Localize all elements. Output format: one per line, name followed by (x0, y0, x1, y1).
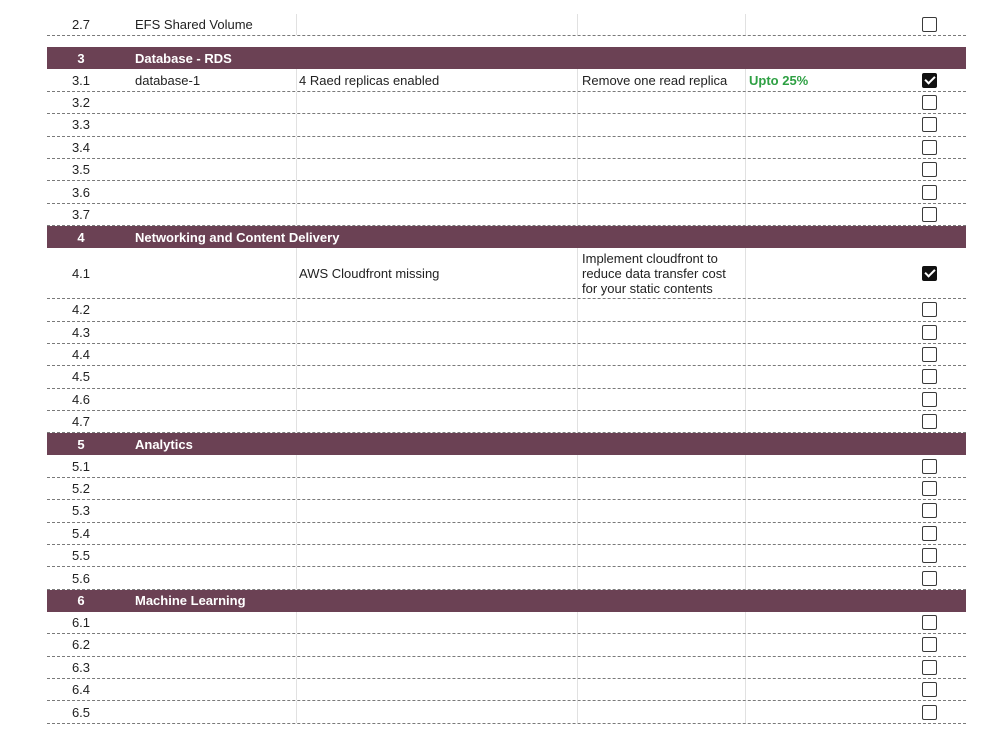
savings-text (749, 612, 899, 633)
savings-text (749, 455, 899, 476)
resource-name (135, 322, 295, 343)
checkbox[interactable] (922, 526, 937, 541)
savings-text (749, 344, 899, 365)
recommendation-text (582, 455, 742, 476)
row-checkbox-cell (920, 411, 938, 432)
table-row (47, 567, 966, 589)
recommendation-text (582, 500, 742, 521)
checkbox[interactable] (922, 140, 937, 155)
row-number: 3.1 (71, 72, 91, 88)
row-checkbox-cell (920, 181, 938, 202)
issue-text: AWS Cloudfront missing (299, 265, 440, 281)
table-row (47, 455, 966, 477)
table-row (47, 69, 966, 91)
row-checkbox-cell (920, 478, 938, 499)
row-checkbox-cell (920, 523, 938, 544)
savings-text (749, 159, 899, 180)
recommendation-text (582, 679, 742, 700)
savings-text (749, 657, 899, 678)
resource-name (135, 248, 295, 298)
savings-text (749, 478, 899, 499)
table-row (47, 14, 966, 36)
table-row (47, 344, 966, 366)
section-number: 6 (77, 593, 85, 609)
row-checkbox-cell (920, 299, 938, 320)
row-checkbox-cell (920, 455, 938, 476)
section-title: Analytics (135, 436, 193, 452)
row-checkbox-cell (920, 92, 938, 113)
table-row (47, 181, 966, 203)
row-number: 3.6 (71, 184, 91, 200)
table-row (47, 299, 966, 321)
resource-name (135, 204, 295, 225)
resource-name: database-1 (135, 72, 201, 88)
row-checkbox-cell (920, 567, 938, 588)
checkbox[interactable] (922, 347, 937, 362)
table-row (47, 204, 966, 226)
table-row (47, 478, 966, 500)
resource-name (135, 366, 295, 387)
checkbox[interactable] (922, 185, 937, 200)
row-checkbox-cell (920, 366, 938, 387)
resource-name (135, 701, 295, 722)
row-number: 6.1 (71, 615, 91, 630)
recommendation-text (582, 181, 742, 202)
row-checkbox-cell (920, 634, 938, 655)
row-number: 6.4 (71, 682, 91, 698)
resource-name (135, 389, 295, 410)
checkbox[interactable] (922, 17, 937, 32)
row-number: 6.5 (71, 704, 91, 720)
section-header (47, 590, 966, 612)
resource-name (135, 344, 295, 365)
recommendation-text (582, 92, 742, 113)
resource-name (135, 478, 295, 499)
savings-text (749, 411, 899, 432)
checkbox[interactable] (922, 302, 937, 317)
row-number: 2.7 (71, 17, 91, 33)
checkbox[interactable] (922, 637, 937, 652)
resource-name (135, 612, 295, 633)
savings-text (749, 679, 899, 700)
table-row (47, 500, 966, 522)
row-number: 4.3 (71, 324, 91, 340)
resource-name (135, 545, 295, 566)
checkbox[interactable] (922, 660, 937, 675)
savings-text (749, 389, 899, 410)
table-row (47, 701, 966, 723)
section-header (47, 47, 966, 69)
row-number: 5.6 (71, 570, 91, 586)
row-number: 4.1 (71, 265, 91, 281)
section-number: 5 (77, 436, 85, 452)
checkbox[interactable] (922, 369, 937, 384)
row-number: 3.4 (71, 139, 91, 155)
table-row (47, 159, 966, 181)
resource-name (135, 114, 295, 135)
row-number: 4.4 (71, 347, 91, 363)
row-number: 3.5 (71, 162, 91, 178)
issue-text (299, 478, 575, 499)
resource-name (135, 92, 295, 113)
section-number: 4 (77, 229, 85, 245)
checkbox[interactable] (922, 682, 937, 697)
row-number: 3.7 (71, 206, 91, 222)
recommendation-text (582, 411, 742, 432)
issue-text (299, 299, 575, 320)
issue-text (299, 455, 575, 476)
issue-text (299, 612, 575, 633)
issue-text (299, 366, 575, 387)
savings-text (749, 204, 899, 225)
resource-name: EFS Shared Volume (135, 17, 253, 33)
checkbox[interactable] (922, 95, 937, 110)
table-row (47, 137, 966, 159)
row-number: 5.5 (71, 548, 91, 564)
table-row (47, 679, 966, 701)
savings-text (749, 500, 899, 521)
resource-name (135, 523, 295, 544)
checkbox[interactable] (922, 548, 937, 563)
recommendation-text (582, 389, 742, 410)
savings-text (749, 366, 899, 387)
row-number: 4.2 (71, 302, 91, 318)
recommendation-text (582, 523, 742, 544)
checkbox[interactable] (922, 481, 937, 496)
table-row (47, 411, 966, 433)
row-checkbox-cell (920, 159, 938, 180)
savings-text: Upto 25% (749, 72, 809, 88)
recommendation-text: Remove one read replica (582, 72, 728, 88)
section-title: Machine Learning (135, 593, 246, 609)
row-number: 3.2 (71, 94, 91, 110)
table-row (47, 322, 966, 344)
resource-name (135, 657, 295, 678)
section-title: Networking and Content Delivery (135, 229, 340, 245)
savings-text (749, 634, 899, 655)
recommendation-text (582, 478, 742, 499)
savings-text (749, 701, 899, 722)
resource-name (135, 500, 295, 521)
savings-text (749, 545, 899, 566)
recommendation-text (582, 322, 742, 343)
issue-text (299, 679, 575, 700)
row-checkbox-cell (920, 248, 938, 298)
issue-text (299, 322, 575, 343)
section-header (47, 226, 966, 248)
recommendation-text (582, 204, 742, 225)
checkbox[interactable] (922, 615, 937, 630)
resource-name (135, 455, 295, 476)
section-gap (47, 36, 966, 47)
resource-name (135, 411, 295, 432)
issue-text (299, 181, 575, 202)
section-number: 3 (77, 50, 85, 66)
row-number: 5.3 (71, 503, 91, 519)
row-checkbox-cell (920, 545, 938, 566)
issue-text (299, 344, 575, 365)
row-number: 5.1 (71, 458, 91, 474)
recommendation-text (582, 159, 742, 180)
row-number: 3.3 (71, 117, 91, 133)
table-row (47, 366, 966, 388)
recommendation-text (582, 701, 742, 722)
savings-text (749, 299, 899, 320)
issue-text (299, 523, 575, 544)
checkbox[interactable] (922, 503, 937, 518)
savings-text (749, 137, 899, 158)
row-number: 4.7 (71, 414, 91, 430)
row-number: 5.4 (71, 525, 91, 541)
row-checkbox-cell (920, 344, 938, 365)
savings-text (749, 248, 899, 298)
issue-text (299, 14, 575, 35)
checked-checkbox[interactable] (922, 266, 937, 281)
row-checkbox-cell (920, 389, 938, 410)
checkbox[interactable] (922, 162, 937, 177)
issue-text (299, 159, 575, 180)
row-checkbox-cell (920, 114, 938, 135)
row-checkbox-cell (920, 14, 938, 35)
checkbox[interactable] (922, 459, 937, 474)
section-header (47, 433, 966, 455)
savings-text (749, 181, 899, 202)
recommendation-text (582, 344, 742, 365)
table-row (47, 634, 966, 656)
issue-text (299, 500, 575, 521)
section-title: Database - RDS (135, 50, 232, 66)
checkbox[interactable] (922, 571, 937, 586)
savings-text (749, 567, 899, 588)
savings-text (749, 14, 899, 35)
recommendation-text (582, 567, 742, 588)
table-row (47, 657, 966, 679)
checkbox[interactable] (922, 325, 937, 340)
issue-text (299, 114, 575, 135)
issue-text (299, 411, 575, 432)
row-checkbox-cell (920, 322, 938, 343)
savings-text (749, 523, 899, 544)
resource-name (135, 299, 295, 320)
resource-name (135, 634, 295, 655)
resource-name (135, 181, 295, 202)
row-checkbox-cell (920, 657, 938, 678)
issue-text (299, 204, 575, 225)
row-number: 4.6 (71, 391, 91, 407)
table-row (47, 248, 966, 299)
row-checkbox-cell (920, 701, 938, 722)
table-row (47, 545, 966, 567)
issue-text (299, 137, 575, 158)
checkbox[interactable] (922, 207, 937, 222)
issue-text (299, 657, 575, 678)
resource-name (135, 679, 295, 700)
savings-text (749, 114, 899, 135)
savings-text (749, 92, 899, 113)
checked-checkbox[interactable] (922, 73, 937, 88)
row-checkbox-cell (920, 500, 938, 521)
checkbox[interactable] (922, 117, 937, 132)
recommendation-text (582, 545, 742, 566)
checkbox[interactable] (922, 705, 937, 720)
issue-text (299, 545, 575, 566)
issue-text (299, 567, 575, 588)
recommendation-text (582, 114, 742, 135)
recommendation-text (582, 657, 742, 678)
recommendation-text (582, 634, 742, 655)
savings-text (749, 322, 899, 343)
recommendation-text (582, 612, 742, 633)
table-row (47, 612, 966, 634)
cost-optimization-checklist (47, 14, 966, 724)
resource-name (135, 567, 295, 588)
row-checkbox-cell (920, 137, 938, 158)
row-number: 5.2 (71, 481, 91, 497)
row-number: 6.3 (71, 659, 91, 675)
recommendation-text (582, 366, 742, 387)
recommendation-text (582, 14, 742, 35)
table-row (47, 114, 966, 136)
issue-text (299, 92, 575, 113)
resource-name (135, 159, 295, 180)
row-checkbox-cell (920, 204, 938, 225)
issue-text (299, 634, 575, 655)
table-row (47, 389, 966, 411)
recommendation-text (582, 137, 742, 158)
row-number: 4.5 (71, 369, 91, 385)
row-number: 6.2 (71, 637, 91, 653)
issue-text (299, 701, 575, 722)
checkbox[interactable] (922, 392, 937, 407)
issue-text (299, 389, 575, 410)
recommendation-text: Implement cloudfront to reduce data transfer cost for your static contents (582, 250, 726, 296)
table-row (47, 92, 966, 114)
recommendation-text (582, 299, 742, 320)
row-checkbox-cell (920, 612, 938, 633)
resource-name (135, 137, 295, 158)
checkbox[interactable] (922, 414, 937, 429)
row-checkbox-cell (920, 679, 938, 700)
row-checkbox-cell (920, 69, 938, 90)
table-row (47, 523, 966, 545)
issue-text: 4 Raed replicas enabled (299, 72, 440, 88)
